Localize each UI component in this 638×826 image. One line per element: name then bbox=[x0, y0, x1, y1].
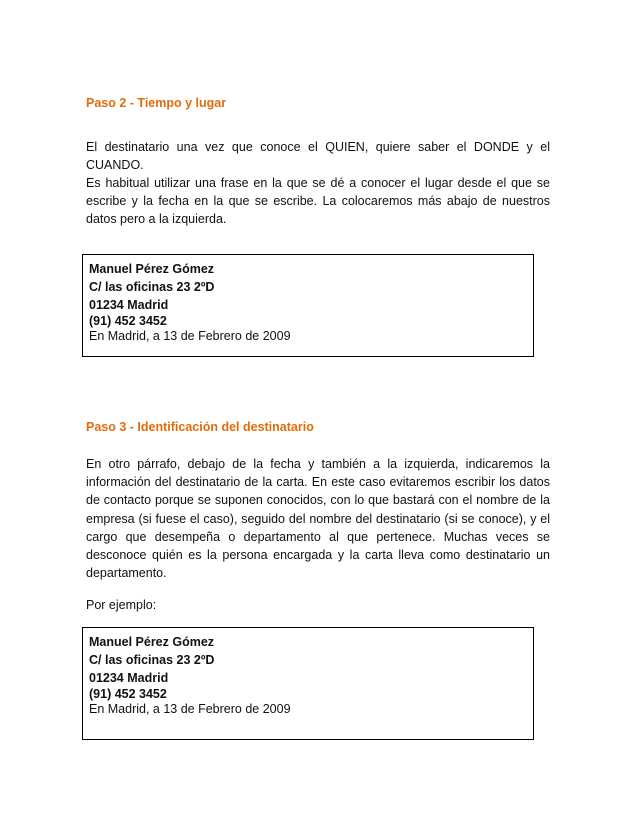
recipient-city: 01234 Madrid bbox=[89, 670, 169, 685]
step2-address-box bbox=[82, 254, 534, 357]
recipient-street: C/ las oficinas 23 2ºD bbox=[89, 652, 215, 667]
step3-paragraph-1: En otro párrafo, debajo de la fecha y también a la izquierda, indicaremos la información del destinatario de la carta. En este caso evitaremos escribir los datos de contacto porque se suponen conocidos, con lo que bastará con el nombre de la empresa (si fuese el caso), seguido del nombre del destinatario (si se conoce), y el cargo que desempeña o departamento al que pertenece. Muchas veces se desconoce quién es la persona encargada y la carta lleva como destinatario un departamento. bbox=[86, 457, 550, 581]
sender-name: Manuel Pérez Gómez bbox=[89, 262, 215, 276]
recipient-phone: (91) 452 3452 bbox=[89, 687, 167, 702]
sender-street: C/ las oficinas 23 2ºD bbox=[89, 279, 215, 294]
step2-paragraph-1: El destinatario una vez que conoce el QUIEN, quiere saber el DONDE y el CUANDO. bbox=[86, 140, 550, 173]
step2-paragraph-2: Es habitual utilizar una frase en la que se dé a conocer el lugar desde el que se escribe y la fecha en la que se escribe. La colocaremos más abajo de nuestros datos pero a la izquierda. bbox=[86, 176, 550, 227]
step2-heading: Paso 2 - Tiempo y lugar bbox=[86, 96, 227, 110]
sender-phone: (91) 452 3452 bbox=[89, 314, 167, 329]
step3-heading: Paso 3 - Identificación del destinatario bbox=[86, 420, 314, 434]
step3-address-box bbox=[82, 627, 534, 740]
example-label: Por ejemplo: bbox=[86, 598, 157, 612]
recipient-name: Manuel Pérez Gómez bbox=[89, 635, 215, 649]
sender-city: 01234 Madrid bbox=[89, 297, 169, 312]
recipient-date-line: En Madrid, a 13 de Febrero de 2009 bbox=[89, 702, 291, 717]
place-date-line: En Madrid, a 13 de Febrero de 2009 bbox=[89, 329, 291, 344]
